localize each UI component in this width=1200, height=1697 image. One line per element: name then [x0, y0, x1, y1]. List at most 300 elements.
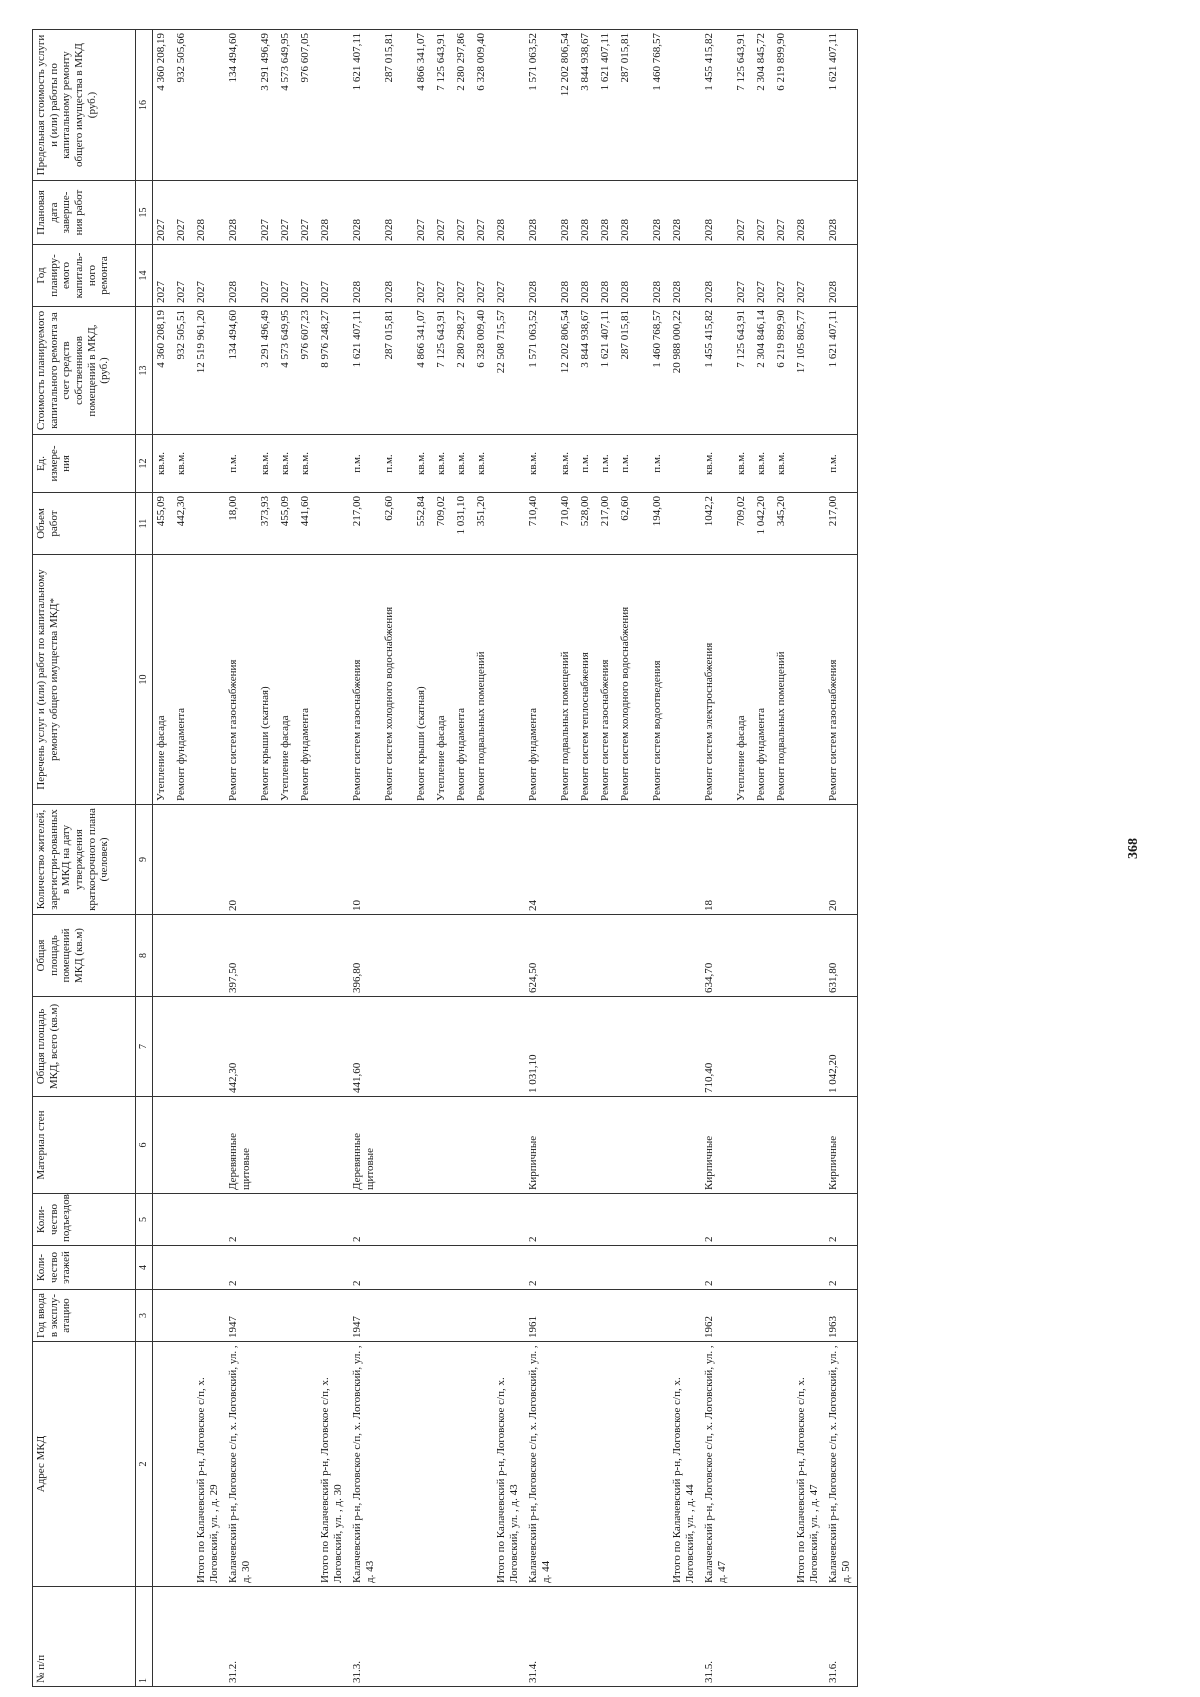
table-cell-floors	[381, 1246, 413, 1290]
table-cell-vol: 1042,2	[701, 493, 733, 555]
table-cell-area-total: 1 042,20	[825, 997, 858, 1097]
table-row	[433, 30, 453, 1687]
table-cell-entr	[173, 1194, 193, 1246]
table-cell-area-total	[193, 997, 225, 1097]
table-cell-date: 2027	[257, 181, 277, 245]
table-cell-residents	[381, 805, 413, 915]
table-cell-cost: 1 621 407,11	[825, 307, 858, 435]
table-cell-work: Ремонт систем газоснабжения	[349, 555, 381, 805]
table-cell-unit: п.м.	[597, 435, 617, 493]
table-cell-area-prem: 634,70	[701, 915, 733, 997]
table-cell-area-prem	[753, 915, 773, 997]
table-cell-year: 2027	[733, 245, 753, 307]
header-cell: Ед. измере-ния	[33, 435, 136, 493]
table-cell-no	[173, 1587, 193, 1687]
table-cell-floors	[153, 1246, 174, 1290]
table-cell-year: 2027	[317, 245, 349, 307]
table-body	[153, 30, 858, 1687]
table-cell-no: 31.2.	[225, 1587, 257, 1687]
table-cell-date: 2028	[793, 181, 825, 245]
table-cell-area-prem	[193, 915, 225, 997]
table-cell-vol: 351,20	[473, 493, 493, 555]
table-cell-built	[577, 1290, 597, 1342]
table-cell-unit: кв.м.	[701, 435, 733, 493]
table-cell-work: Утепление фасада	[433, 555, 453, 805]
table-cell-date: 2028	[225, 181, 257, 245]
table-cell-addr	[277, 1342, 297, 1587]
table-cell-cost: 4 360 208,19	[153, 307, 174, 435]
table-row	[225, 30, 257, 1687]
table-cell-limit: 4 573 649,95	[277, 30, 297, 181]
table-cell-built: 1961	[525, 1290, 557, 1342]
table-cell-work: Ремонт фундамента	[297, 555, 317, 805]
table-cell-year: 2027	[297, 245, 317, 307]
table-cell-date: 2028	[669, 181, 701, 245]
table-cell-limit: 7 125 643,91	[433, 30, 453, 181]
table-cell-unit	[193, 435, 225, 493]
table-cell-area-prem	[649, 915, 669, 997]
table-cell-no	[597, 1587, 617, 1687]
table-cell-addr	[557, 1342, 577, 1587]
table-cell-area-prem: 631,80	[825, 915, 858, 997]
table-cell-cost: 8 976 248,27	[317, 307, 349, 435]
table-row	[277, 30, 297, 1687]
table-cell-unit: кв.м.	[257, 435, 277, 493]
table-cell-wall	[557, 1097, 577, 1194]
table-cell-work: Ремонт систем водоотведения	[649, 555, 669, 805]
table-cell-built	[297, 1290, 317, 1342]
column-number: 11	[136, 493, 153, 555]
table-cell-floors	[173, 1246, 193, 1290]
table-cell-limit: 287 015,81	[617, 30, 649, 181]
table-cell-cost: 932 505,51	[173, 307, 193, 435]
table-cell-built	[413, 1290, 433, 1342]
table-cell-work	[193, 555, 225, 805]
table-cell-unit	[793, 435, 825, 493]
table-cell-floors	[597, 1246, 617, 1290]
table-cell-wall	[317, 1097, 349, 1194]
table-cell-year: 2028	[349, 245, 381, 307]
table-cell-built	[173, 1290, 193, 1342]
table-cell-no	[317, 1587, 349, 1687]
header-cell: Общая площадь МКД, всего (кв.м)	[33, 997, 136, 1097]
header-cell: Коли-чество подъездов	[33, 1194, 136, 1246]
table-cell-area-prem	[473, 915, 493, 997]
table-cell-area-total: 1 031,10	[525, 997, 557, 1097]
table-row	[297, 30, 317, 1687]
table-cell-residents	[753, 805, 773, 915]
table-cell-year: 2027	[453, 245, 473, 307]
table-cell-date: 2028	[193, 181, 225, 245]
table-cell-area-total	[317, 997, 349, 1097]
table-cell-work: Ремонт систем газоснабжения	[825, 555, 858, 805]
table-cell-year: 2028	[617, 245, 649, 307]
table-cell-cost: 4 573 649,95	[277, 307, 297, 435]
table-cell-work	[317, 555, 349, 805]
table-cell-cost: 1 460 768,57	[649, 307, 669, 435]
column-number: 16	[136, 30, 153, 181]
table-cell-area-total	[153, 997, 174, 1097]
table-cell-addr	[413, 1342, 433, 1587]
table-cell-addr	[297, 1342, 317, 1587]
table-cell-wall	[617, 1097, 649, 1194]
table-cell-year: 2027	[153, 245, 174, 307]
table-cell-unit: п.м.	[649, 435, 669, 493]
table-cell-work	[793, 555, 825, 805]
table-cell-area-total	[433, 997, 453, 1097]
table-cell-built	[493, 1290, 525, 1342]
table-cell-date: 2028	[597, 181, 617, 245]
table-cell-built	[193, 1290, 225, 1342]
table-cell-vol: 18,00	[225, 493, 257, 555]
table-cell-vol	[317, 493, 349, 555]
table-cell-floors: 2	[225, 1246, 257, 1290]
table-cell-limit: 7 125 643,91	[733, 30, 753, 181]
table-cell-year: 2028	[649, 245, 669, 307]
table-cell-addr: Итого по Калачевский р-н, Логовское с/п, х. Логовский, ул. , д. 29	[193, 1342, 225, 1587]
table-row	[349, 30, 381, 1687]
table-cell-limit	[493, 30, 525, 181]
table-row	[577, 30, 597, 1687]
table-cell-area-total	[413, 997, 433, 1097]
table-cell-no	[557, 1587, 577, 1687]
table-cell-entr	[297, 1194, 317, 1246]
table-cell-addr: Итого по Калачевский р-н, Логовское с/п, х. Логовский, ул. , д. 44	[669, 1342, 701, 1587]
table-cell-vol: 552,84	[413, 493, 433, 555]
table-cell-area-prem	[277, 915, 297, 997]
table-cell-addr	[453, 1342, 473, 1587]
table-cell-vol: 1 031,10	[453, 493, 473, 555]
table-cell-limit: 6 219 899,90	[773, 30, 793, 181]
table-cell-floors: 2	[701, 1246, 733, 1290]
table-cell-date: 2028	[577, 181, 597, 245]
table-cell-no: 31.5.	[701, 1587, 733, 1687]
table-cell-unit: п.м.	[825, 435, 858, 493]
table-cell-residents	[733, 805, 753, 915]
table-cell-floors	[733, 1246, 753, 1290]
table-cell-area-total	[597, 997, 617, 1097]
table-cell-built: 1962	[701, 1290, 733, 1342]
table-cell-limit: 134 494,60	[225, 30, 257, 181]
table-cell-work: Ремонт подвальных помещений	[773, 555, 793, 805]
table-cell-unit: кв.м.	[277, 435, 297, 493]
table-cell-area-total	[733, 997, 753, 1097]
table-cell-residents	[577, 805, 597, 915]
table-cell-area-total	[557, 997, 577, 1097]
table-cell-work: Ремонт систем газоснабжения	[597, 555, 617, 805]
table-cell-date: 2028	[317, 181, 349, 245]
table-cell-entr	[413, 1194, 433, 1246]
table-cell-cost: 1 571 063,52	[525, 307, 557, 435]
table-row	[773, 30, 793, 1687]
table-cell-wall	[433, 1097, 453, 1194]
table-cell-limit: 1 621 407,11	[597, 30, 617, 181]
table-cell-addr	[577, 1342, 597, 1587]
table-cell-unit	[669, 435, 701, 493]
table-cell-vol: 194,00	[649, 493, 669, 555]
header-cell: Материал стен	[33, 1097, 136, 1194]
table-cell-cost: 17 105 805,77	[793, 307, 825, 435]
table-row	[153, 30, 174, 1687]
table-cell-wall: Деревянные щитовые	[349, 1097, 381, 1194]
table-cell-entr	[433, 1194, 453, 1246]
table-cell-date: 2027	[153, 181, 174, 245]
table-cell-built: 1947	[225, 1290, 257, 1342]
table-cell-limit: 2 304 845,72	[753, 30, 773, 181]
table-cell-floors	[433, 1246, 453, 1290]
table-cell-wall	[649, 1097, 669, 1194]
table-cell-addr	[433, 1342, 453, 1587]
table-cell-built	[753, 1290, 773, 1342]
table-cell-area-total	[173, 997, 193, 1097]
table-cell-date: 2027	[733, 181, 753, 245]
table-cell-limit: 4 360 208,19	[153, 30, 174, 181]
table-cell-addr	[381, 1342, 413, 1587]
table-cell-built	[277, 1290, 297, 1342]
table-cell-year: 2027	[493, 245, 525, 307]
table-cell-wall	[153, 1097, 174, 1194]
table-cell-work: Ремонт подвальных помещений	[473, 555, 493, 805]
table-cell-work: Ремонт систем теплоснабжения	[577, 555, 597, 805]
header-cell: Объем работ	[33, 493, 136, 555]
table-cell-unit: п.м.	[577, 435, 597, 493]
table-cell-area-total	[493, 997, 525, 1097]
table-cell-entr	[753, 1194, 773, 1246]
table-cell-unit: п.м.	[617, 435, 649, 493]
table-cell-date: 2028	[617, 181, 649, 245]
table-cell-entr	[793, 1194, 825, 1246]
header-cell: Коли-чество этажей	[33, 1246, 136, 1290]
table-cell-cost: 4 866 341,07	[413, 307, 433, 435]
table-cell-date: 2027	[433, 181, 453, 245]
table-cell-no	[153, 1587, 174, 1687]
table-cell-limit: 2 280 297,86	[453, 30, 473, 181]
table-cell-no	[473, 1587, 493, 1687]
table-cell-addr: Итого по Калачевский р-н, Логовское с/п, х. Логовский, ул. , д. 47	[793, 1342, 825, 1587]
table-cell-entr	[617, 1194, 649, 1246]
table-cell-floors	[473, 1246, 493, 1290]
table-cell-limit: 12 202 806,54	[557, 30, 577, 181]
header-cell: Адрес МКД	[33, 1342, 136, 1587]
table-cell-year: 2028	[381, 245, 413, 307]
table-cell-built	[153, 1290, 174, 1342]
table-cell-cost: 2 280 298,27	[453, 307, 473, 435]
table-row	[413, 30, 433, 1687]
table-row	[649, 30, 669, 1687]
table-row	[733, 30, 753, 1687]
table-cell-date: 2028	[349, 181, 381, 245]
table-cell-limit: 976 607,05	[297, 30, 317, 181]
header-cell: Стоимость планируемого капитального ремонта за счет средств собственников помещений в МКД, (руб.)	[33, 307, 136, 435]
table-cell-no	[793, 1587, 825, 1687]
table-cell-entr: 2	[349, 1194, 381, 1246]
table-cell-limit: 4 866 341,07	[413, 30, 433, 181]
table-cell-wall: Деревянные щитовые	[225, 1097, 257, 1194]
table-cell-addr	[649, 1342, 669, 1587]
table-cell-area-total: 442,30	[225, 997, 257, 1097]
table-cell-addr: Итого по Калачевский р-н, Логовское с/п, х. Логовский, ул. , д. 30	[317, 1342, 349, 1587]
header-cell: Перечень услуг и (или) работ по капитальному ремонту общего имущества МКД*	[33, 555, 136, 805]
table-cell-floors	[773, 1246, 793, 1290]
table-cell-area-prem	[733, 915, 753, 997]
table-cell-floors	[669, 1246, 701, 1290]
table-cell-residents	[193, 805, 225, 915]
table-cell-year: 2028	[525, 245, 557, 307]
column-number: 15	[136, 181, 153, 245]
table-cell-limit: 6 328 009,40	[473, 30, 493, 181]
table-cell-vol	[669, 493, 701, 555]
table-cell-residents: 20	[825, 805, 858, 915]
table-cell-work: Ремонт систем электроснабжения	[701, 555, 733, 805]
table-cell-work: Утепление фасада	[733, 555, 753, 805]
table-cell-unit	[317, 435, 349, 493]
table-cell-vol: 62,60	[617, 493, 649, 555]
header-cell: Общая площадь помещений МКД (кв.м)	[33, 915, 136, 997]
table-cell-built	[433, 1290, 453, 1342]
column-number: 5	[136, 1194, 153, 1246]
table-row	[825, 30, 858, 1687]
table-cell-unit: п.м.	[225, 435, 257, 493]
table-cell-area-prem	[317, 915, 349, 997]
table-cell-vol: 710,40	[557, 493, 577, 555]
table-cell-work: Утепление фасада	[277, 555, 297, 805]
table-cell-work: Ремонт систем газоснабжения	[225, 555, 257, 805]
table-cell-floors: 2	[825, 1246, 858, 1290]
table-cell-floors: 2	[349, 1246, 381, 1290]
table-cell-limit	[793, 30, 825, 181]
table-cell-addr	[173, 1342, 193, 1587]
table-cell-date: 2028	[493, 181, 525, 245]
table-cell-work: Ремонт фундамента	[453, 555, 473, 805]
table-cell-work: Ремонт фундамента	[525, 555, 557, 805]
table-cell-built: 1947	[349, 1290, 381, 1342]
table-row	[793, 30, 825, 1687]
table-cell-year: 2028	[701, 245, 733, 307]
table-cell-no	[617, 1587, 649, 1687]
header-cell: Плановая дата заверше-ния работ	[33, 181, 136, 245]
table-cell-wall	[297, 1097, 317, 1194]
table-cell-area-total	[297, 997, 317, 1097]
table-cell-year: 2028	[669, 245, 701, 307]
table-cell-built	[257, 1290, 277, 1342]
table-cell-cost: 134 494,60	[225, 307, 257, 435]
table-row	[493, 30, 525, 1687]
table-cell-year: 2027	[753, 245, 773, 307]
table-cell-date: 2027	[413, 181, 433, 245]
table-cell-year: 2027	[473, 245, 493, 307]
table-cell-work: Ремонт крыши (скатная)	[413, 555, 433, 805]
table-cell-date: 2027	[453, 181, 473, 245]
table-cell-floors	[753, 1246, 773, 1290]
table-row	[597, 30, 617, 1687]
table-cell-no	[773, 1587, 793, 1687]
table-cell-floors	[277, 1246, 297, 1290]
table-cell-cost: 7 125 643,91	[433, 307, 453, 435]
table-cell-entr: 2	[525, 1194, 557, 1246]
column-number: 12	[136, 435, 153, 493]
table-row	[753, 30, 773, 1687]
table-cell-residents	[473, 805, 493, 915]
table-cell-entr	[649, 1194, 669, 1246]
column-number: 9	[136, 805, 153, 915]
table-cell-entr	[277, 1194, 297, 1246]
table-cell-area-total	[577, 997, 597, 1097]
table-cell-addr	[773, 1342, 793, 1587]
table-cell-year: 2027	[433, 245, 453, 307]
table-cell-cost: 6 328 009,40	[473, 307, 493, 435]
table-cell-year: 2028	[825, 245, 858, 307]
table-cell-built	[597, 1290, 617, 1342]
table-cell-built	[453, 1290, 473, 1342]
table-cell-limit: 287 015,81	[381, 30, 413, 181]
table-cell-unit: кв.м.	[153, 435, 174, 493]
table-cell-addr: Калачевский р-н, Логовское с/п, х. Логовский, ул. , д. 30	[225, 1342, 257, 1587]
table-cell-vol: 345,20	[773, 493, 793, 555]
table-cell-vol: 373,93	[257, 493, 277, 555]
table-cell-no	[577, 1587, 597, 1687]
table-cell-no	[277, 1587, 297, 1687]
table-cell-built	[669, 1290, 701, 1342]
table-cell-area-total: 441,60	[349, 997, 381, 1097]
table-row	[173, 30, 193, 1687]
header-cell: Предельная стоимость услуги и (или) работы по капитальному ремонту общего имущества в МКД (руб.)	[33, 30, 136, 181]
table-cell-addr	[473, 1342, 493, 1587]
table-cell-year: 2027	[173, 245, 193, 307]
table-cell-year: 2028	[577, 245, 597, 307]
column-number: 10	[136, 555, 153, 805]
table-cell-year: 2027	[793, 245, 825, 307]
table-cell-built	[617, 1290, 649, 1342]
table-cell-limit: 3 844 938,67	[577, 30, 597, 181]
table-cell-vol: 528,00	[577, 493, 597, 555]
table-cell-addr: Итого по Калачевский р-н, Логовское с/п, х. Логовский, ул. , д. 43	[493, 1342, 525, 1587]
table-cell-work: Ремонт систем холодного водоснабжения	[381, 555, 413, 805]
table-cell-floors	[649, 1246, 669, 1290]
table-cell-addr	[597, 1342, 617, 1587]
table-cell-wall	[453, 1097, 473, 1194]
table-cell-date: 2028	[701, 181, 733, 245]
table-cell-cost: 22 508 715,57	[493, 307, 525, 435]
table-cell-area-prem	[597, 915, 617, 997]
table-cell-entr	[577, 1194, 597, 1246]
table-cell-area-total	[793, 997, 825, 1097]
table-cell-entr: 2	[225, 1194, 257, 1246]
table-cell-no	[413, 1587, 433, 1687]
table-cell-cost: 287 015,81	[617, 307, 649, 435]
table-cell-residents: 24	[525, 805, 557, 915]
table-cell-cost: 7 125 643,91	[733, 307, 753, 435]
table-cell-area-total	[473, 997, 493, 1097]
column-number-row	[136, 30, 153, 1687]
table-cell-cost: 12 202 806,54	[557, 307, 577, 435]
table-cell-cost: 1 621 407,11	[349, 307, 381, 435]
table-cell-area-prem	[453, 915, 473, 997]
table-cell-area-prem	[381, 915, 413, 997]
table-cell-area-prem	[793, 915, 825, 997]
table-cell-date: 2028	[649, 181, 669, 245]
table-cell-vol: 709,02	[733, 493, 753, 555]
table-row	[557, 30, 577, 1687]
table-cell-floors	[557, 1246, 577, 1290]
table-cell-unit: п.м.	[349, 435, 381, 493]
header-cell: Количество жителей, зарегистри-рованных в МКД на дату утверждения краткосрочного плана (человек)	[33, 805, 136, 915]
table-cell-limit: 1 455 415,82	[701, 30, 733, 181]
table-cell-vol: 455,09	[277, 493, 297, 555]
table-cell-date: 2027	[277, 181, 297, 245]
table-cell-residents	[153, 805, 174, 915]
table-cell-floors	[617, 1246, 649, 1290]
table-cell-residents	[453, 805, 473, 915]
